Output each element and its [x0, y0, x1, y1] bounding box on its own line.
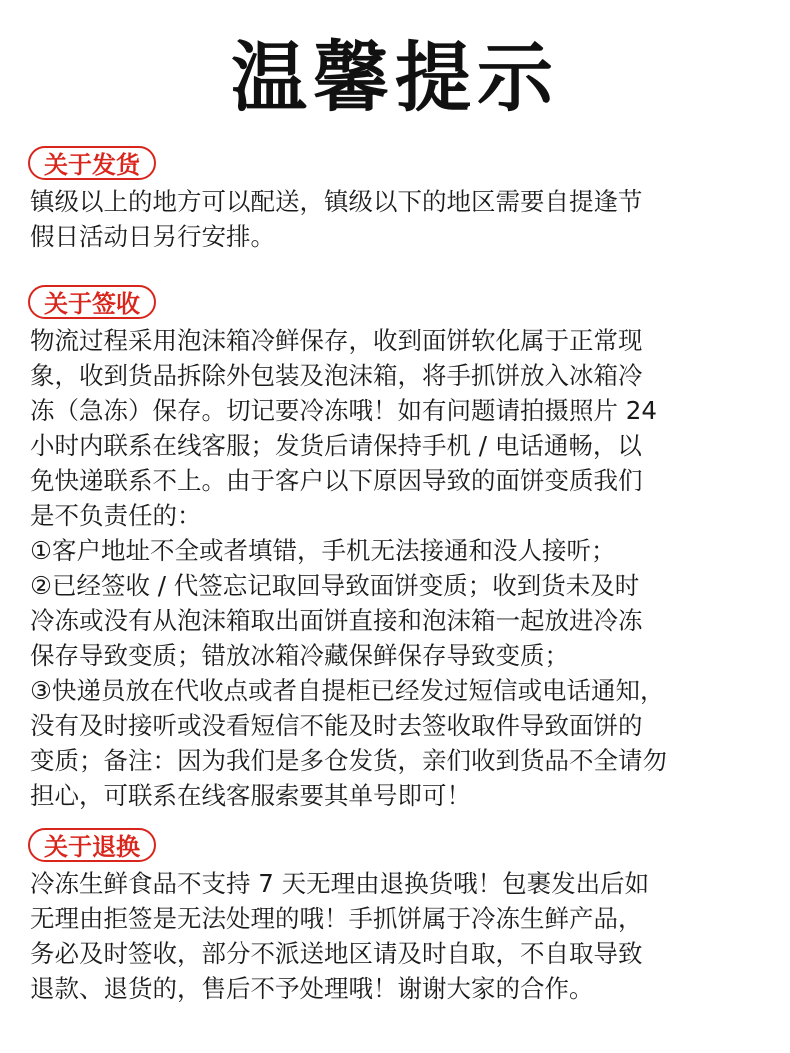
text-line: 冷冻或没有从泡沫箱取出面饼直接和泡沫箱一起放进冷冻: [30, 606, 643, 635]
text-line: 是不负责任的：: [30, 501, 202, 530]
text-line: 小时内联系在线客服；发货后请保持手机 / 电话通畅，以: [30, 431, 642, 460]
text-line: 担心，可联系在线客服索要其单号即可！: [30, 781, 471, 810]
text-line: 象，收到货品拆除外包装及泡沫箱，将手抓饼放入冰箱冷: [30, 361, 643, 390]
text-line: ③快递员放在代收点或者自提柜已经发过短信或电话通知，: [30, 676, 665, 705]
text-line: 变质；备注：因为我们是多仓发货，亲们收到货品不全请勿: [30, 746, 667, 775]
text-line: 没有及时接听或没看短信不能及时去签收取件导致面饼的: [30, 711, 643, 740]
section-returns: [28, 828, 768, 1006]
section-shipping: [28, 146, 768, 254]
text-line: 无理由拒签是无法处理的哦！手抓饼属于冷冻生鲜产品，: [30, 904, 643, 933]
text-line: 镇级以上的地方可以配送，镇级以下的地区需要自提逢节: [30, 187, 643, 216]
text-line: 免快递联系不上。由于客户以下原因导致的面饼变质我们: [30, 466, 643, 495]
text-line: 冻（急冻）保存。切记要冷冻哦！如有问题请拍摄照片 24: [30, 396, 657, 425]
text-line: 退款、退货的，售后不予处理哦！谢谢大家的合作。: [30, 974, 594, 1003]
section-text-receipt: [30, 323, 768, 813]
text-line: ①客户地址不全或者填错，手机无法接通和没人接听；: [30, 536, 616, 565]
section-badge-shipping: 关于发货: [28, 146, 156, 180]
section-badge-returns: 关于退换: [28, 828, 156, 862]
section-badge-receipt: 关于签收: [28, 285, 156, 319]
section-text-returns: [30, 866, 768, 1006]
text-line: ②已经签收 / 代签忘记取回导致面饼变质；收到货未及时: [30, 571, 640, 600]
text-line: 冷冻生鲜食品不支持 7 天无理由退换货哦！包裹发出后如: [30, 869, 650, 898]
text-line: 务必及时签收，部分不派送地区请及时自取，不自取导致: [30, 939, 643, 968]
page-title: 温馨提示: [231, 33, 559, 122]
text-line: 保存导致变质；错放冰箱冷藏保鲜保存导致变质；: [30, 641, 569, 670]
section-receipt: [28, 285, 768, 813]
text-line: 物流过程采用泡沫箱冷鲜保存，收到面饼软化属于正常现: [30, 326, 643, 355]
text-line: 假日活动日另行安排。: [30, 222, 275, 251]
section-text-shipping: [30, 184, 768, 254]
